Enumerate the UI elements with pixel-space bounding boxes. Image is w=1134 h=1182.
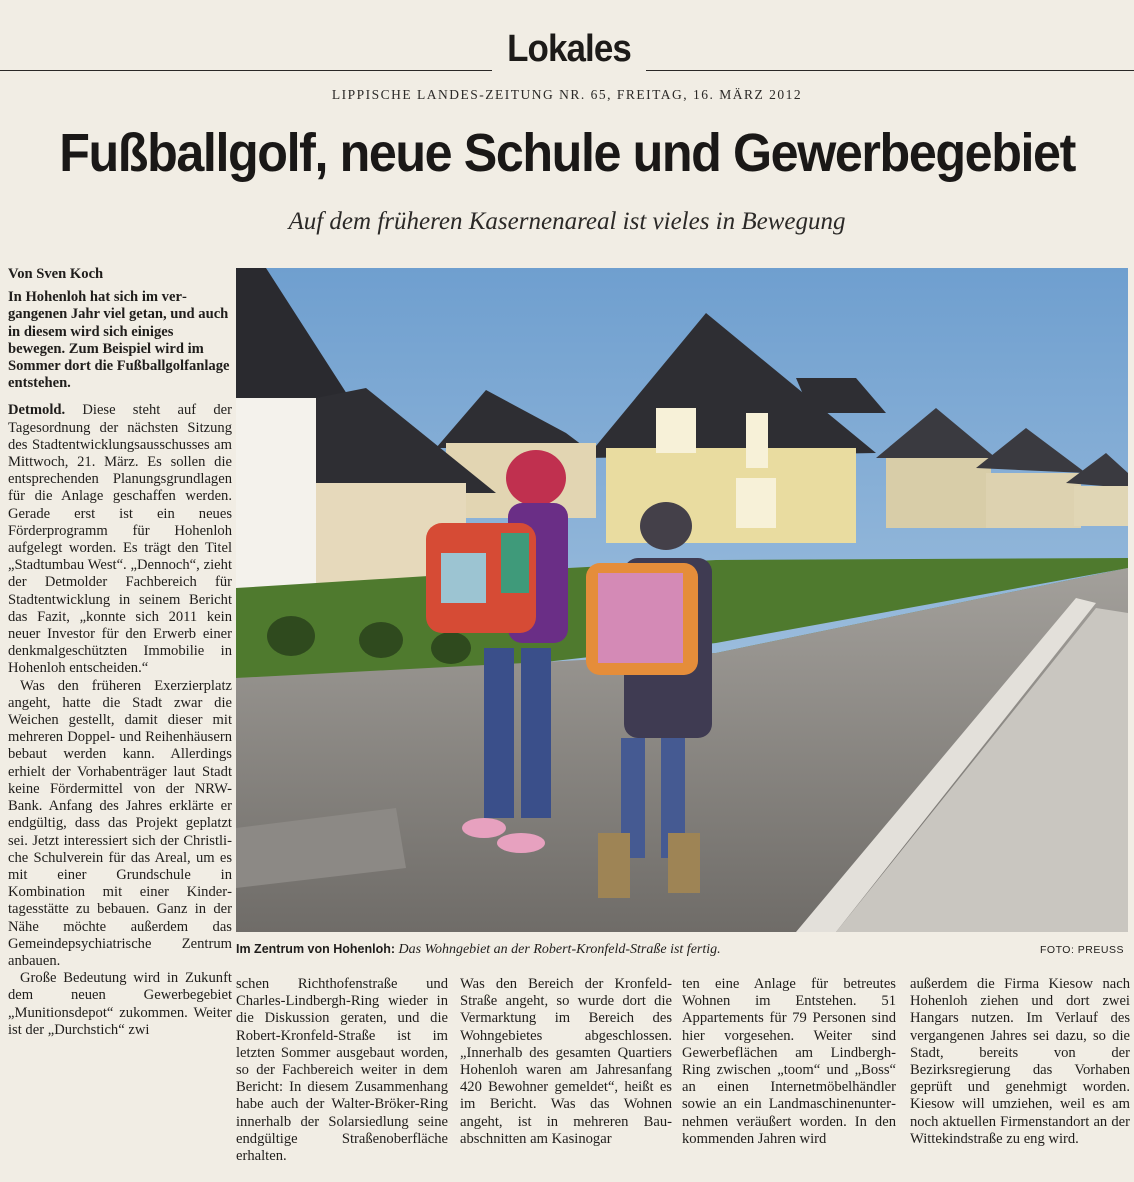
body-paragraph: ten eine Anlage für betreutes Wohnen im Entstehen. 51 Appartements für 79 Personen sind hier vorgesehen. Weiter sind Gewerbeflächen am Lindbergh-Ring zwischen „toom“ und „Boss“ an einen Internetmöbelhändler sowie an ein Landmaschinenunternehmen veräußert worden. In den kommenden Jahren wird <box>682 976 896 1147</box>
caption-label: Im Zentrum von Hohenloh: <box>236 942 396 956</box>
byline: Von Sven Koch <box>8 266 104 282</box>
body-paragraph: Was den früheren Exerzierplatz angeht, hatte die Stadt zwar die Weichen gestellt, damit dieser mit mehreren Doppel- und Reihenhäusern bebaut werden kann. Allerdings erhielt der Vorhabenträger laut Stadt keine Fördermittel von der NRW-Bank. Anfang des Jahres erklärte er endgültig, dass das Projekt geplatzt sei. Jetzt interessiert sich der Christliche Schulverein für das Areal, um es mit einer Grundschule in Kombination mit einer Kindertagesstätte zu bebauen. Ganz in der Nähe möchte außerdem das Gemeindepsychiatrische Zentrum anbauen. <box>8 677 232 969</box>
article-column-2 <box>236 976 448 1165</box>
article-column-5 <box>910 976 1130 1148</box>
body-paragraph: außerdem die Firma Kiesow nach Hohenloh ziehen und dort zwei Hangars nutzen. Im Verlauf des vergangenen Jahres sei dazu, so die Stadt, bereits von der Bezirksregierung das Vorhaben geprüft und genehmigt worden. Kiesow will umziehen, weil es am noch aktuellen Firmenstandort an der Wittekindstraße zu eng wird. <box>910 976 1130 1147</box>
body-text: Diese steht auf der Tagesordnung der nächsten Sitzung des Stadtentwicklungsausschusses am Mittwoch, 21. März. Es sollen die entsprechenden Planungsgrundlagen für die Anlage geschaffen werden. Gerade erst ist ein neues Förderprogramm für Hohenloh aufgelegt worden. Es trägt den Titel „Stadtumbau West“. „Dennoch“, zieht der Detmolder Fachbereich für Stadtentwicklung in seinem Bericht das Fazit, „konnte sich 2011 kein neuer Investor für den Erwerb einer denkmalgeschützten Immobilie in Hohenloh entscheiden.“ <box>8 402 232 677</box>
photo-illustration <box>236 268 1128 932</box>
body-paragraph: Große Bedeutung wird in Zukunft dem neuen Gewerbegebiet „Munitionsdepot“ zukommen. Weiter ist der „Durchstich“ zwi <box>8 970 232 1038</box>
caption-text: Das Wohngebiet an der Robert-Kronfeld-Straße ist fertig. <box>395 942 721 957</box>
photo-caption <box>236 942 1128 958</box>
lead-text: In Hohenloh hat sich im vergangenen Jahr viel getan, und auch in diesem wird sich einiges bewegen. Zum Beispiel wird im Sommer dort die Fußballgolfanlage entstehen. <box>8 289 230 392</box>
lead-paragraph <box>8 289 232 392</box>
article-photo <box>236 268 1128 932</box>
body-paragraph <box>8 402 232 677</box>
rubric-rule-right <box>646 70 1134 71</box>
headline-text: Fußballgolf, neue Schule und Gewerbegebiet <box>59 123 1075 183</box>
photo-credit: FOTO: PREUSS <box>1040 944 1124 956</box>
headline <box>0 122 1134 184</box>
article-column-3 <box>460 976 672 1148</box>
body-paragraph: schen Richthofenstraße und Charles-Lindbergh-Ring wieder in die Diskussion geraten, und die Robert-Kronfeld-Straße ist im letzten Sommer ausgebaut worden, so der Fachbereich weiter in dem Bericht: In diesem Zusammenhang habe auch der Walter-Bröker-Ring innerhalb der Solarsiedlung seine endgültige Straßenoberfläche erhalten. <box>236 976 448 1165</box>
dateline: LIPPISCHE LANDES-ZEITUNG NR. 65, FREITAG, 16. MÄRZ 2012 <box>331 87 803 102</box>
dateline-place: Detmold. <box>8 402 66 419</box>
article-column-4 <box>682 976 896 1148</box>
section-rubric: Lokales <box>507 28 631 70</box>
subheadline: Auf dem früheren Kasernenareal ist vieles in Bewegung <box>288 208 846 235</box>
body-paragraph: Was den Bereich der Kronfeld-Straße angeht, so wurde dort die Vermarktung im Bereich des Wohngebietes abgeschlossen. „Innerhalb des gesamten Quartiers Hohenloh waren am Jahresanfang 420 Bewohner gemeldet“, heißt es im Bericht. Was das Wohnen angeht, ist in mehreren Bauabschnitten am Kasinogar <box>460 976 672 1147</box>
rubric-rule-left <box>0 70 492 71</box>
article-column-1 <box>8 266 232 1039</box>
